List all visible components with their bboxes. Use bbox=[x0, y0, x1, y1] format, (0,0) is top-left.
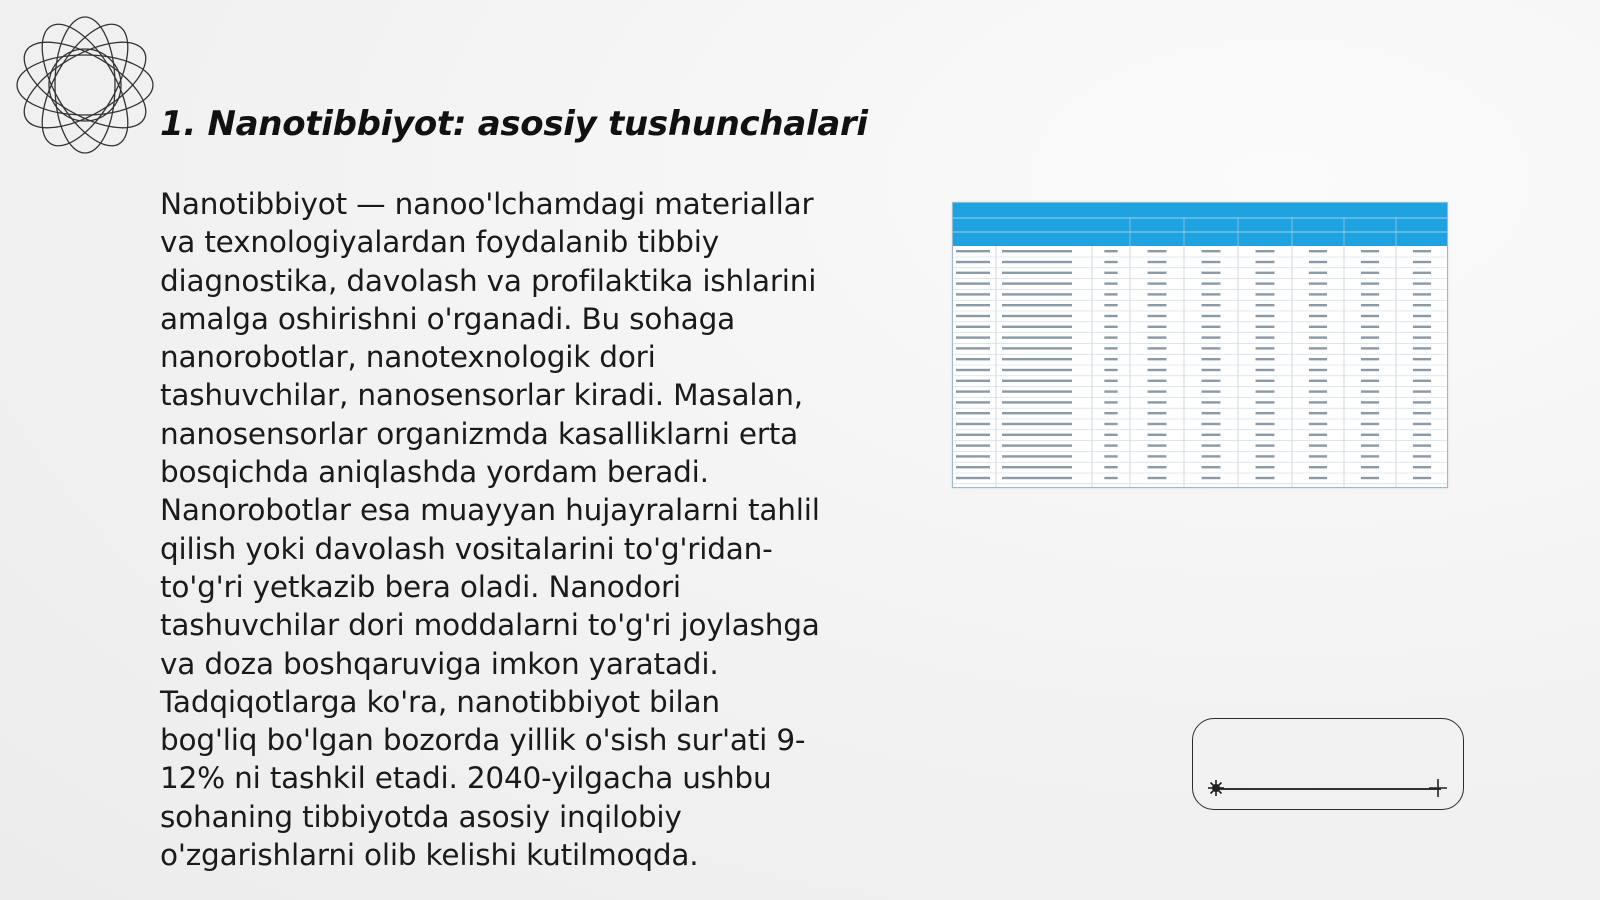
table-cell-mark bbox=[1202, 358, 1221, 360]
slide-title: 1. Nanotibbiyot: asosiy tushunchalari bbox=[160, 104, 868, 144]
table-cell-mark bbox=[1309, 326, 1327, 328]
table-cell-mark bbox=[1256, 466, 1275, 468]
table-cell-mark bbox=[1256, 326, 1275, 328]
table-cell-mark bbox=[1104, 261, 1117, 263]
table-cell-mark bbox=[1309, 369, 1327, 371]
table-cell-mark bbox=[1002, 293, 1072, 295]
table-cell-mark bbox=[1256, 261, 1275, 263]
table-cell-mark bbox=[1148, 477, 1167, 479]
circular-knot-icon bbox=[10, 10, 160, 160]
table-cell-mark bbox=[1361, 272, 1379, 274]
table-cell-mark bbox=[1361, 466, 1379, 468]
table-cell-mark bbox=[956, 477, 990, 479]
body-line: to'g'ri yetkazib bera oladi. Nanodori bbox=[160, 569, 681, 604]
table-cell-mark bbox=[1361, 380, 1379, 382]
table-cell-mark bbox=[1413, 369, 1431, 371]
body-text bbox=[160, 185, 850, 874]
table-cell-mark bbox=[1309, 455, 1327, 457]
table-cell-mark bbox=[1148, 369, 1167, 371]
table-cell-mark bbox=[1413, 336, 1431, 338]
table-cell-mark bbox=[956, 444, 990, 446]
table-cell-mark bbox=[1309, 358, 1327, 360]
table-cell-mark bbox=[1256, 336, 1275, 338]
table-cell-mark bbox=[1361, 336, 1379, 338]
spec-table-image bbox=[952, 202, 1448, 488]
table-cell-mark bbox=[1002, 358, 1072, 360]
table-cell-mark bbox=[1002, 380, 1072, 382]
table-cell-mark bbox=[1309, 423, 1327, 425]
table-cell-mark bbox=[1413, 434, 1431, 436]
table-cell-mark bbox=[1413, 444, 1431, 446]
table-cell-mark bbox=[1309, 347, 1327, 349]
table-cell-mark bbox=[1361, 347, 1379, 349]
table-cell-mark bbox=[1148, 293, 1167, 295]
table-cell-mark bbox=[1104, 282, 1117, 284]
table-cell-mark bbox=[1413, 455, 1431, 457]
table-cell-mark bbox=[1148, 444, 1167, 446]
table-cell-mark bbox=[1202, 336, 1221, 338]
table-cell-mark bbox=[1413, 272, 1431, 274]
table-cell-mark bbox=[1202, 347, 1221, 349]
table-cell-mark bbox=[1413, 250, 1431, 252]
table-cell-mark bbox=[1309, 282, 1327, 284]
table-cell-mark bbox=[1361, 304, 1379, 306]
table-cell-mark bbox=[1309, 401, 1327, 403]
table-cell-mark bbox=[1148, 423, 1167, 425]
table-cell-mark bbox=[1148, 336, 1167, 338]
table-cell-mark bbox=[1104, 412, 1117, 414]
table-cell-mark bbox=[1256, 282, 1275, 284]
body-line: bog'liq bo'lgan bozorda yillik o'sish sur'ati 9- bbox=[160, 723, 806, 758]
table-cell-mark bbox=[1104, 455, 1117, 457]
table-cell-mark bbox=[1309, 477, 1327, 479]
table-cell-mark bbox=[1256, 477, 1275, 479]
table-cell-mark bbox=[1002, 401, 1072, 403]
slider-frame bbox=[1192, 718, 1464, 810]
table-cell-mark bbox=[1148, 390, 1167, 392]
table-cell-mark bbox=[1104, 380, 1117, 382]
table-cell-mark bbox=[1202, 390, 1221, 392]
table-cell-mark bbox=[1413, 423, 1431, 425]
table-cell-mark bbox=[1202, 455, 1221, 457]
table-cell-mark bbox=[1202, 250, 1221, 252]
table-cell-mark bbox=[1256, 304, 1275, 306]
table-cell-mark bbox=[1202, 315, 1221, 317]
table-cell-mark bbox=[1361, 261, 1379, 263]
table-cell-mark bbox=[1148, 358, 1167, 360]
table-cell-mark bbox=[1309, 380, 1327, 382]
table-cell-mark bbox=[1256, 401, 1275, 403]
table-cell-mark bbox=[1148, 466, 1167, 468]
table-cell-mark bbox=[956, 412, 990, 414]
body-line: amalga oshirishni o'rganadi. Bu sohaga bbox=[160, 301, 735, 336]
table-cell-mark bbox=[1361, 326, 1379, 328]
table-cell-mark bbox=[1202, 380, 1221, 382]
body-line: 12% ni tashkil etadi. 2040-yilgacha ushbu bbox=[160, 761, 772, 796]
table-cell-mark bbox=[1202, 261, 1221, 263]
table-cell-mark bbox=[1413, 261, 1431, 263]
table-cell-mark bbox=[1309, 444, 1327, 446]
body-line: diagnostika, davolash va profilaktika ishlarini bbox=[160, 263, 817, 298]
table-cell-mark bbox=[1002, 250, 1072, 252]
table-cell-mark bbox=[1002, 412, 1072, 414]
table-cell-mark bbox=[1202, 326, 1221, 328]
table-cell-mark bbox=[1202, 293, 1221, 295]
table-cell-mark bbox=[1256, 315, 1275, 317]
table-cell-mark bbox=[1361, 293, 1379, 295]
table-cell-mark bbox=[1256, 347, 1275, 349]
table-cell-mark bbox=[1104, 347, 1117, 349]
table-cell-mark bbox=[1202, 272, 1221, 274]
body-line: Nanorobotlar esa muayyan hujayralarni tahlil bbox=[160, 493, 820, 528]
table-cell-mark bbox=[1361, 369, 1379, 371]
body-line: va texnologiyalardan foydalanib tibbiy bbox=[160, 225, 720, 260]
table-cell-mark bbox=[1104, 326, 1117, 328]
table-cell-mark bbox=[1148, 282, 1167, 284]
plus-icon bbox=[1427, 777, 1449, 799]
table-cell-mark bbox=[1413, 412, 1431, 414]
table-cell-mark bbox=[1104, 434, 1117, 436]
table-cell-mark bbox=[1413, 358, 1431, 360]
table-cell-mark bbox=[1256, 250, 1275, 252]
table-cell-mark bbox=[1202, 477, 1221, 479]
table-cell-mark bbox=[1256, 444, 1275, 446]
table-cell-mark bbox=[1148, 412, 1167, 414]
table-cell-mark bbox=[1309, 390, 1327, 392]
table-cell-mark bbox=[1309, 250, 1327, 252]
table-cell-mark bbox=[1256, 369, 1275, 371]
body-line: o'zgarishlarni olib kelishi kutilmoqda. bbox=[160, 838, 699, 873]
table-cell-mark bbox=[1361, 401, 1379, 403]
table-cell-mark bbox=[1104, 444, 1117, 446]
table-cell-mark bbox=[956, 336, 990, 338]
body-line: sohaning tibbiyotda asosiy inqilobiy bbox=[160, 799, 682, 834]
body-line: tashuvchilar dori moddalarni to'g'ri joylashga bbox=[160, 608, 820, 643]
table-cell-mark bbox=[1413, 390, 1431, 392]
table-cell-mark bbox=[1413, 466, 1431, 468]
table-cell-mark bbox=[1361, 455, 1379, 457]
table-cell-mark bbox=[1002, 282, 1072, 284]
table-cell-mark bbox=[956, 423, 990, 425]
table-header-band bbox=[952, 202, 1448, 246]
table-cell-mark bbox=[1202, 304, 1221, 306]
table-cell-mark bbox=[1361, 282, 1379, 284]
table-cell-mark bbox=[1104, 401, 1117, 403]
table-cell-mark bbox=[1309, 272, 1327, 274]
table-cell-mark bbox=[956, 250, 990, 252]
table-cell-mark bbox=[1148, 315, 1167, 317]
table-cell-mark bbox=[1202, 412, 1221, 414]
body-line: qilish yoki davolash vositalarini to'g'ridan- bbox=[160, 531, 773, 566]
table-cell-mark bbox=[1309, 466, 1327, 468]
table-cell-mark bbox=[1002, 390, 1072, 392]
table-cell-mark bbox=[1256, 412, 1275, 414]
table-cell-mark bbox=[956, 261, 990, 263]
table-cell-mark bbox=[1202, 401, 1221, 403]
table-cell-mark bbox=[1148, 261, 1167, 263]
sun-icon bbox=[1205, 777, 1227, 799]
body-line: Tadqiqotlarga ko'ra, nanotibbiyot bilan bbox=[160, 684, 720, 719]
table-cell-mark bbox=[1104, 423, 1117, 425]
table-cell-mark bbox=[1256, 293, 1275, 295]
table-cell-mark bbox=[1104, 293, 1117, 295]
table-cell-mark bbox=[1002, 423, 1072, 425]
table-cell-mark bbox=[1202, 423, 1221, 425]
table-cell-mark bbox=[1361, 444, 1379, 446]
table-cell-mark bbox=[1361, 390, 1379, 392]
table-cell-mark bbox=[1148, 380, 1167, 382]
table-cell-mark bbox=[956, 326, 990, 328]
table-cell-mark bbox=[1002, 477, 1072, 479]
table-cell-mark bbox=[1361, 315, 1379, 317]
table-cell-mark bbox=[1202, 466, 1221, 468]
slider-track[interactable] bbox=[1215, 788, 1441, 790]
table-cell-mark bbox=[1148, 401, 1167, 403]
table-cell-mark bbox=[956, 304, 990, 306]
table-cell-mark bbox=[1002, 444, 1072, 446]
table-cell-mark bbox=[1002, 336, 1072, 338]
table-cell-mark bbox=[1413, 304, 1431, 306]
table-cell-mark bbox=[956, 358, 990, 360]
table-cell-mark bbox=[1104, 390, 1117, 392]
table-cell-mark bbox=[1413, 326, 1431, 328]
table-cell-mark bbox=[956, 390, 990, 392]
body-line: tashuvchilar, nanosensorlar kiradi. Masalan, bbox=[160, 378, 803, 413]
table-cell-mark bbox=[1256, 358, 1275, 360]
table-cell-mark bbox=[1148, 250, 1167, 252]
body-line: nanorobotlar, nanotexnologik dori bbox=[160, 340, 656, 375]
table-cell-mark bbox=[1361, 358, 1379, 360]
table-cell-mark bbox=[1309, 412, 1327, 414]
table-cell-mark bbox=[956, 380, 990, 382]
table-cell-mark bbox=[1361, 423, 1379, 425]
table-cell-mark bbox=[1361, 412, 1379, 414]
table-cell-mark bbox=[956, 466, 990, 468]
table-cell-mark bbox=[1002, 455, 1072, 457]
table-cell-mark bbox=[1104, 466, 1117, 468]
table-cell-mark bbox=[1361, 477, 1379, 479]
table-cell-mark bbox=[1309, 261, 1327, 263]
table-cell-mark bbox=[1002, 326, 1072, 328]
table-cell-mark bbox=[1002, 272, 1072, 274]
table-cell-mark bbox=[1002, 304, 1072, 306]
table-cell-mark bbox=[1361, 250, 1379, 252]
table-cell-mark bbox=[956, 434, 990, 436]
table-cell-mark bbox=[1202, 369, 1221, 371]
table-cell-mark bbox=[956, 455, 990, 457]
table-cell-mark bbox=[956, 401, 990, 403]
table-cell-mark bbox=[1148, 455, 1167, 457]
table-cell-mark bbox=[1256, 423, 1275, 425]
table-cell-mark bbox=[1413, 380, 1431, 382]
table-cell-mark bbox=[1256, 434, 1275, 436]
table-cell-mark bbox=[1413, 315, 1431, 317]
table-cell-mark bbox=[956, 315, 990, 317]
table-cell-mark bbox=[1104, 272, 1117, 274]
table-cell-mark bbox=[1148, 272, 1167, 274]
table-cell-mark bbox=[1104, 358, 1117, 360]
body-line: nanosensorlar organizmda kasalliklarni erta bbox=[160, 416, 799, 451]
table-cell-mark bbox=[956, 347, 990, 349]
table-cell-mark bbox=[1202, 434, 1221, 436]
table-cell-mark bbox=[956, 293, 990, 295]
table-cell-mark bbox=[1413, 401, 1431, 403]
table-cell-mark bbox=[1309, 315, 1327, 317]
table-cell-mark bbox=[1002, 347, 1072, 349]
table-cell-mark bbox=[1413, 293, 1431, 295]
table-cell-mark bbox=[1002, 369, 1072, 371]
table-cell-mark bbox=[1413, 282, 1431, 284]
table-cell-mark bbox=[1104, 477, 1117, 479]
table-cell-mark bbox=[1148, 326, 1167, 328]
table-cell-mark bbox=[1309, 336, 1327, 338]
table-cell-mark bbox=[1413, 477, 1431, 479]
table-cell-mark bbox=[956, 282, 990, 284]
table-cell-mark bbox=[1002, 261, 1072, 263]
table-cell-mark bbox=[1256, 455, 1275, 457]
table-cell-mark bbox=[1148, 304, 1167, 306]
table-cell-mark bbox=[1256, 272, 1275, 274]
body-line: Nanotibbiyot — nanoo'lchamdagi materiallar bbox=[160, 187, 814, 221]
body-line: bosqichda aniqlashda yordam beradi. bbox=[160, 455, 709, 490]
table-cell-mark bbox=[1148, 434, 1167, 436]
table-cell-mark bbox=[1361, 434, 1379, 436]
table-cell-mark bbox=[1413, 347, 1431, 349]
table-cell-mark bbox=[1309, 304, 1327, 306]
body-line: va doza boshqaruviga imkon yaratadi. bbox=[160, 646, 719, 681]
table-cell-mark bbox=[956, 272, 990, 274]
table-cell-mark bbox=[1104, 304, 1117, 306]
table-cell-mark bbox=[1104, 336, 1117, 338]
table-cell-mark bbox=[1256, 380, 1275, 382]
table-cell-mark bbox=[1002, 466, 1072, 468]
table-cell-mark bbox=[1002, 434, 1072, 436]
table-cell-mark bbox=[1202, 282, 1221, 284]
table-cell-mark bbox=[1202, 444, 1221, 446]
table-cell-mark bbox=[1104, 369, 1117, 371]
table-cell-mark bbox=[1309, 293, 1327, 295]
table-cell-mark bbox=[956, 369, 990, 371]
table-cell-mark bbox=[1256, 390, 1275, 392]
table-cell-mark bbox=[1104, 250, 1117, 252]
table-cell-mark bbox=[1148, 347, 1167, 349]
table-cell-mark bbox=[1002, 315, 1072, 317]
table-cell-mark bbox=[1309, 434, 1327, 436]
table-cell-mark bbox=[1104, 315, 1117, 317]
